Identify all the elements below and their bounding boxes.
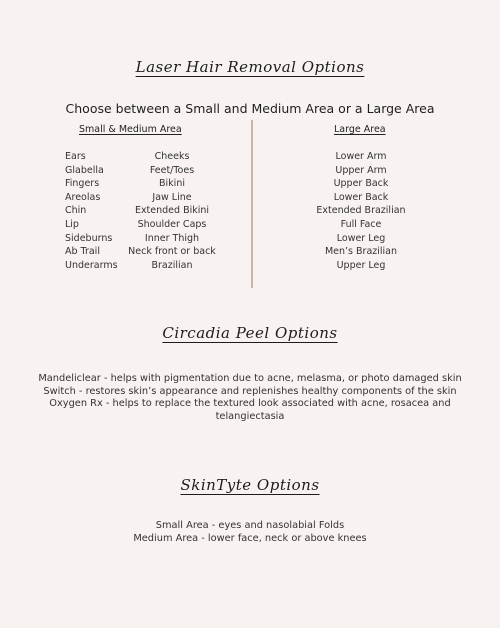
- list-item: Brazilian: [151, 259, 193, 271]
- list-item: Shoulder Caps: [137, 218, 207, 230]
- list-item: Upper Leg: [336, 259, 386, 271]
- list-item: Glabella: [65, 164, 104, 176]
- list-item: Men’s Brazilian: [324, 246, 398, 258]
- large-area-header: Large Area: [334, 124, 386, 135]
- peel-description: [30, 373, 470, 423]
- small-area-list-left: [65, 150, 118, 272]
- list-item: Feet/Toes: [149, 164, 195, 176]
- list-item: Extended Brazilian: [316, 205, 406, 217]
- list-item: Lower Leg: [336, 232, 386, 244]
- skintyte-line: Medium Area - lower face, neck or above knees: [133, 532, 367, 544]
- list-item: Inner Thigh: [144, 232, 200, 244]
- large-area-list: [301, 150, 421, 272]
- skintyte-description: [30, 520, 470, 545]
- list-item: Jaw Line: [152, 191, 192, 203]
- peel-line: telangiectasia: [215, 410, 285, 422]
- area-subheading: Choose between a Small and Medium Area or a Large Area: [65, 101, 435, 116]
- skintyte-line: Small Area - eyes and nasolabial Folds: [155, 520, 345, 531]
- list-item: Areolas: [65, 191, 101, 203]
- peel-line: Oxygen Rx - helps to replace the textured look associated with acne, rosacea and: [49, 398, 451, 410]
- list-item: Lip: [65, 218, 79, 230]
- list-item: Ears: [65, 151, 86, 162]
- list-item: Chin: [65, 205, 87, 217]
- list-item: Neck front or back: [128, 246, 216, 258]
- laser-hair-removal-title: Laser Hair Removal Options: [135, 58, 365, 76]
- peel-line: Switch - restores skin’s appearance and replenishes healthy components of the skin: [43, 385, 457, 397]
- circadia-peel-title: Circadia Peel Options: [162, 324, 338, 342]
- list-item: Cheeks: [154, 151, 190, 162]
- list-item: Ab Trail: [65, 246, 100, 258]
- list-item: Extended Bikini: [134, 205, 210, 217]
- list-item: Lower Arm: [335, 151, 387, 162]
- peel-line: Mandeliclear - helps with pigmentation due to acne, melasma, or photo damaged skin: [38, 373, 462, 384]
- list-item: Lower Back: [333, 191, 389, 203]
- skintyte-title: SkinTyte Options: [180, 476, 320, 494]
- small-area-list-right: [122, 150, 222, 272]
- list-item: Fingers: [65, 178, 100, 190]
- list-item: Upper Back: [333, 178, 389, 190]
- column-divider: [251, 120, 253, 288]
- list-item: Upper Arm: [335, 164, 387, 176]
- list-item: Underarms: [65, 259, 118, 271]
- small-medium-area-header: Small & Medium Area: [79, 124, 182, 135]
- list-item: Sideburns: [65, 232, 113, 244]
- list-item: Bikini: [159, 178, 185, 190]
- list-item: Full Face: [340, 218, 382, 230]
